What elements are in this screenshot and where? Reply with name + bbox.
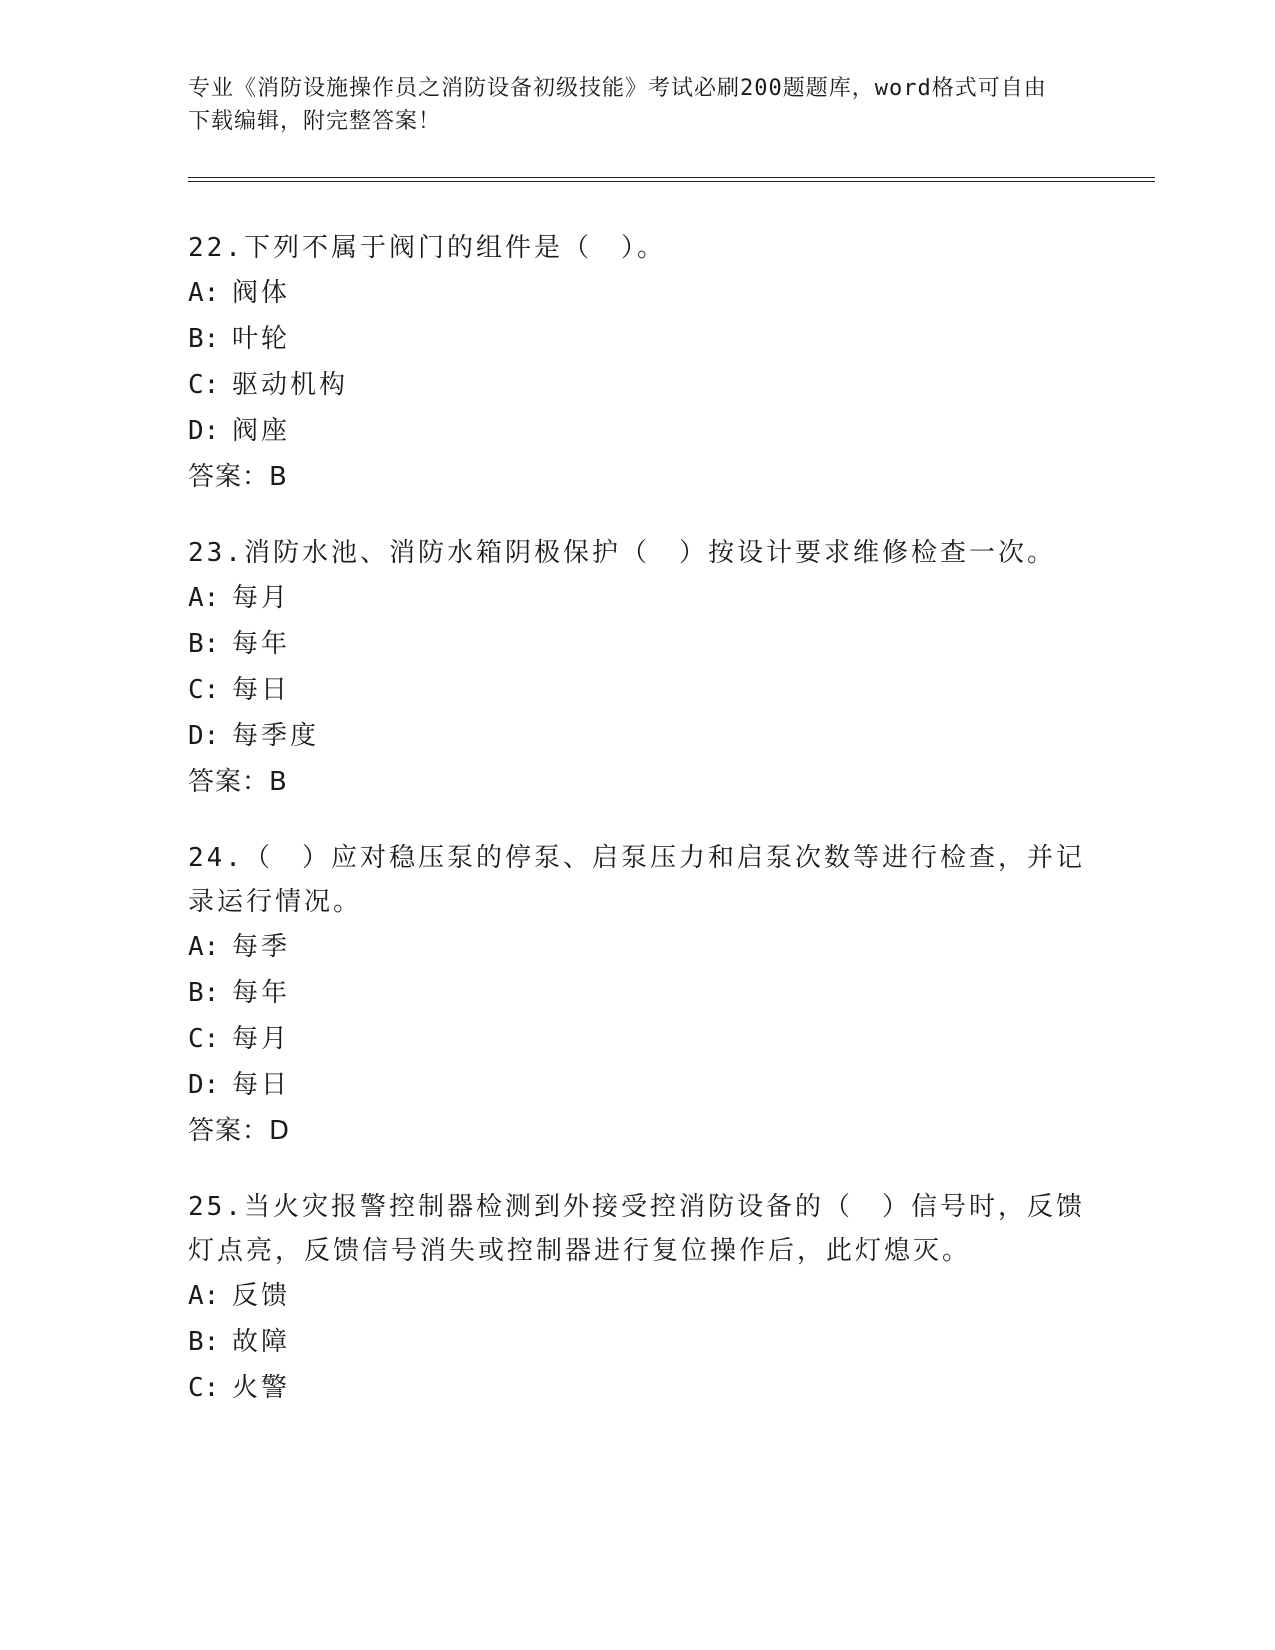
option-d [188,408,1088,454]
question-22 [188,226,1088,500]
answer-line [188,454,1088,500]
document-header: 专业《消防设施操作员之消防设备初级技能》考试必刷200题题库，word格式可自由下载编辑，附完整答案！ [188,76,1047,134]
question-stem: 25.当火灾报警控制器检测到外接受控消防设备的（ ）信号时，反馈灯点亮，反馈信号消失或控制器进行复位操作后，此灯熄灭。 [188,1192,1085,1266]
option-text: 每季度 [232,721,320,751]
option-letter: D: [188,1070,220,1100]
option-text: 火警 [232,1373,291,1403]
answer-label: 答案： [188,767,270,797]
answer-line [188,1108,1088,1154]
option-letter: B: [188,324,220,354]
option-text: 反馈 [232,1281,291,1311]
option-b [188,970,1088,1016]
question-25 [188,1185,1088,1411]
option-d [188,1062,1088,1108]
question-stem: 23.消防水池、消防水箱阴极保护（ ）按设计要求维修检查一次。 [188,538,1056,568]
header-double-rule [188,177,1155,182]
option-c [188,1016,1088,1062]
option-letter: A: [188,1281,220,1311]
option-d [188,713,1088,759]
option-text: 每月 [232,1024,291,1054]
option-letter: D: [188,416,220,446]
option-a [188,575,1088,621]
option-c [188,1365,1088,1411]
option-letter: A: [188,278,220,308]
option-c [188,667,1088,713]
option-text: 每季 [232,932,291,962]
option-a [188,924,1088,970]
option-text: 驱动机构 [232,370,349,400]
answer-value: B [269,462,288,492]
option-letter: D: [188,721,220,751]
question-24 [188,836,1088,1154]
option-letter: C: [188,1373,220,1403]
answer-label: 答案： [188,1116,270,1146]
answer-line [188,759,1088,805]
option-letter: C: [188,675,220,705]
option-b [188,1319,1088,1365]
option-text: 故障 [232,1327,291,1357]
option-text: 叶轮 [232,324,291,354]
option-c [188,362,1088,408]
option-letter: B: [188,978,220,1008]
option-text: 每年 [232,978,291,1008]
option-letter: B: [188,1327,220,1357]
option-text: 每日 [232,675,291,705]
option-b [188,316,1088,362]
option-text: 每月 [232,583,291,613]
option-a [188,1273,1088,1319]
option-text: 阀座 [232,416,291,446]
option-letter: B: [188,629,220,659]
option-letter: C: [188,370,220,400]
answer-value: B [269,767,288,797]
question-23 [188,531,1088,805]
answer-value: D [269,1116,291,1146]
option-text: 每日 [232,1070,291,1100]
option-letter: C: [188,1024,220,1054]
answer-label: 答案： [188,462,270,492]
question-stem: 22.下列不属于阀门的组件是（ ）。 [188,233,666,263]
option-b [188,621,1088,667]
option-letter: A: [188,932,220,962]
option-letter: A: [188,583,220,613]
option-a [188,270,1088,316]
question-stem: 24.（ ）应对稳压泵的停泵、启泵压力和启泵次数等进行检查，并记录运行情况。 [188,843,1085,917]
option-text: 阀体 [232,278,291,308]
option-text: 每年 [232,629,291,659]
